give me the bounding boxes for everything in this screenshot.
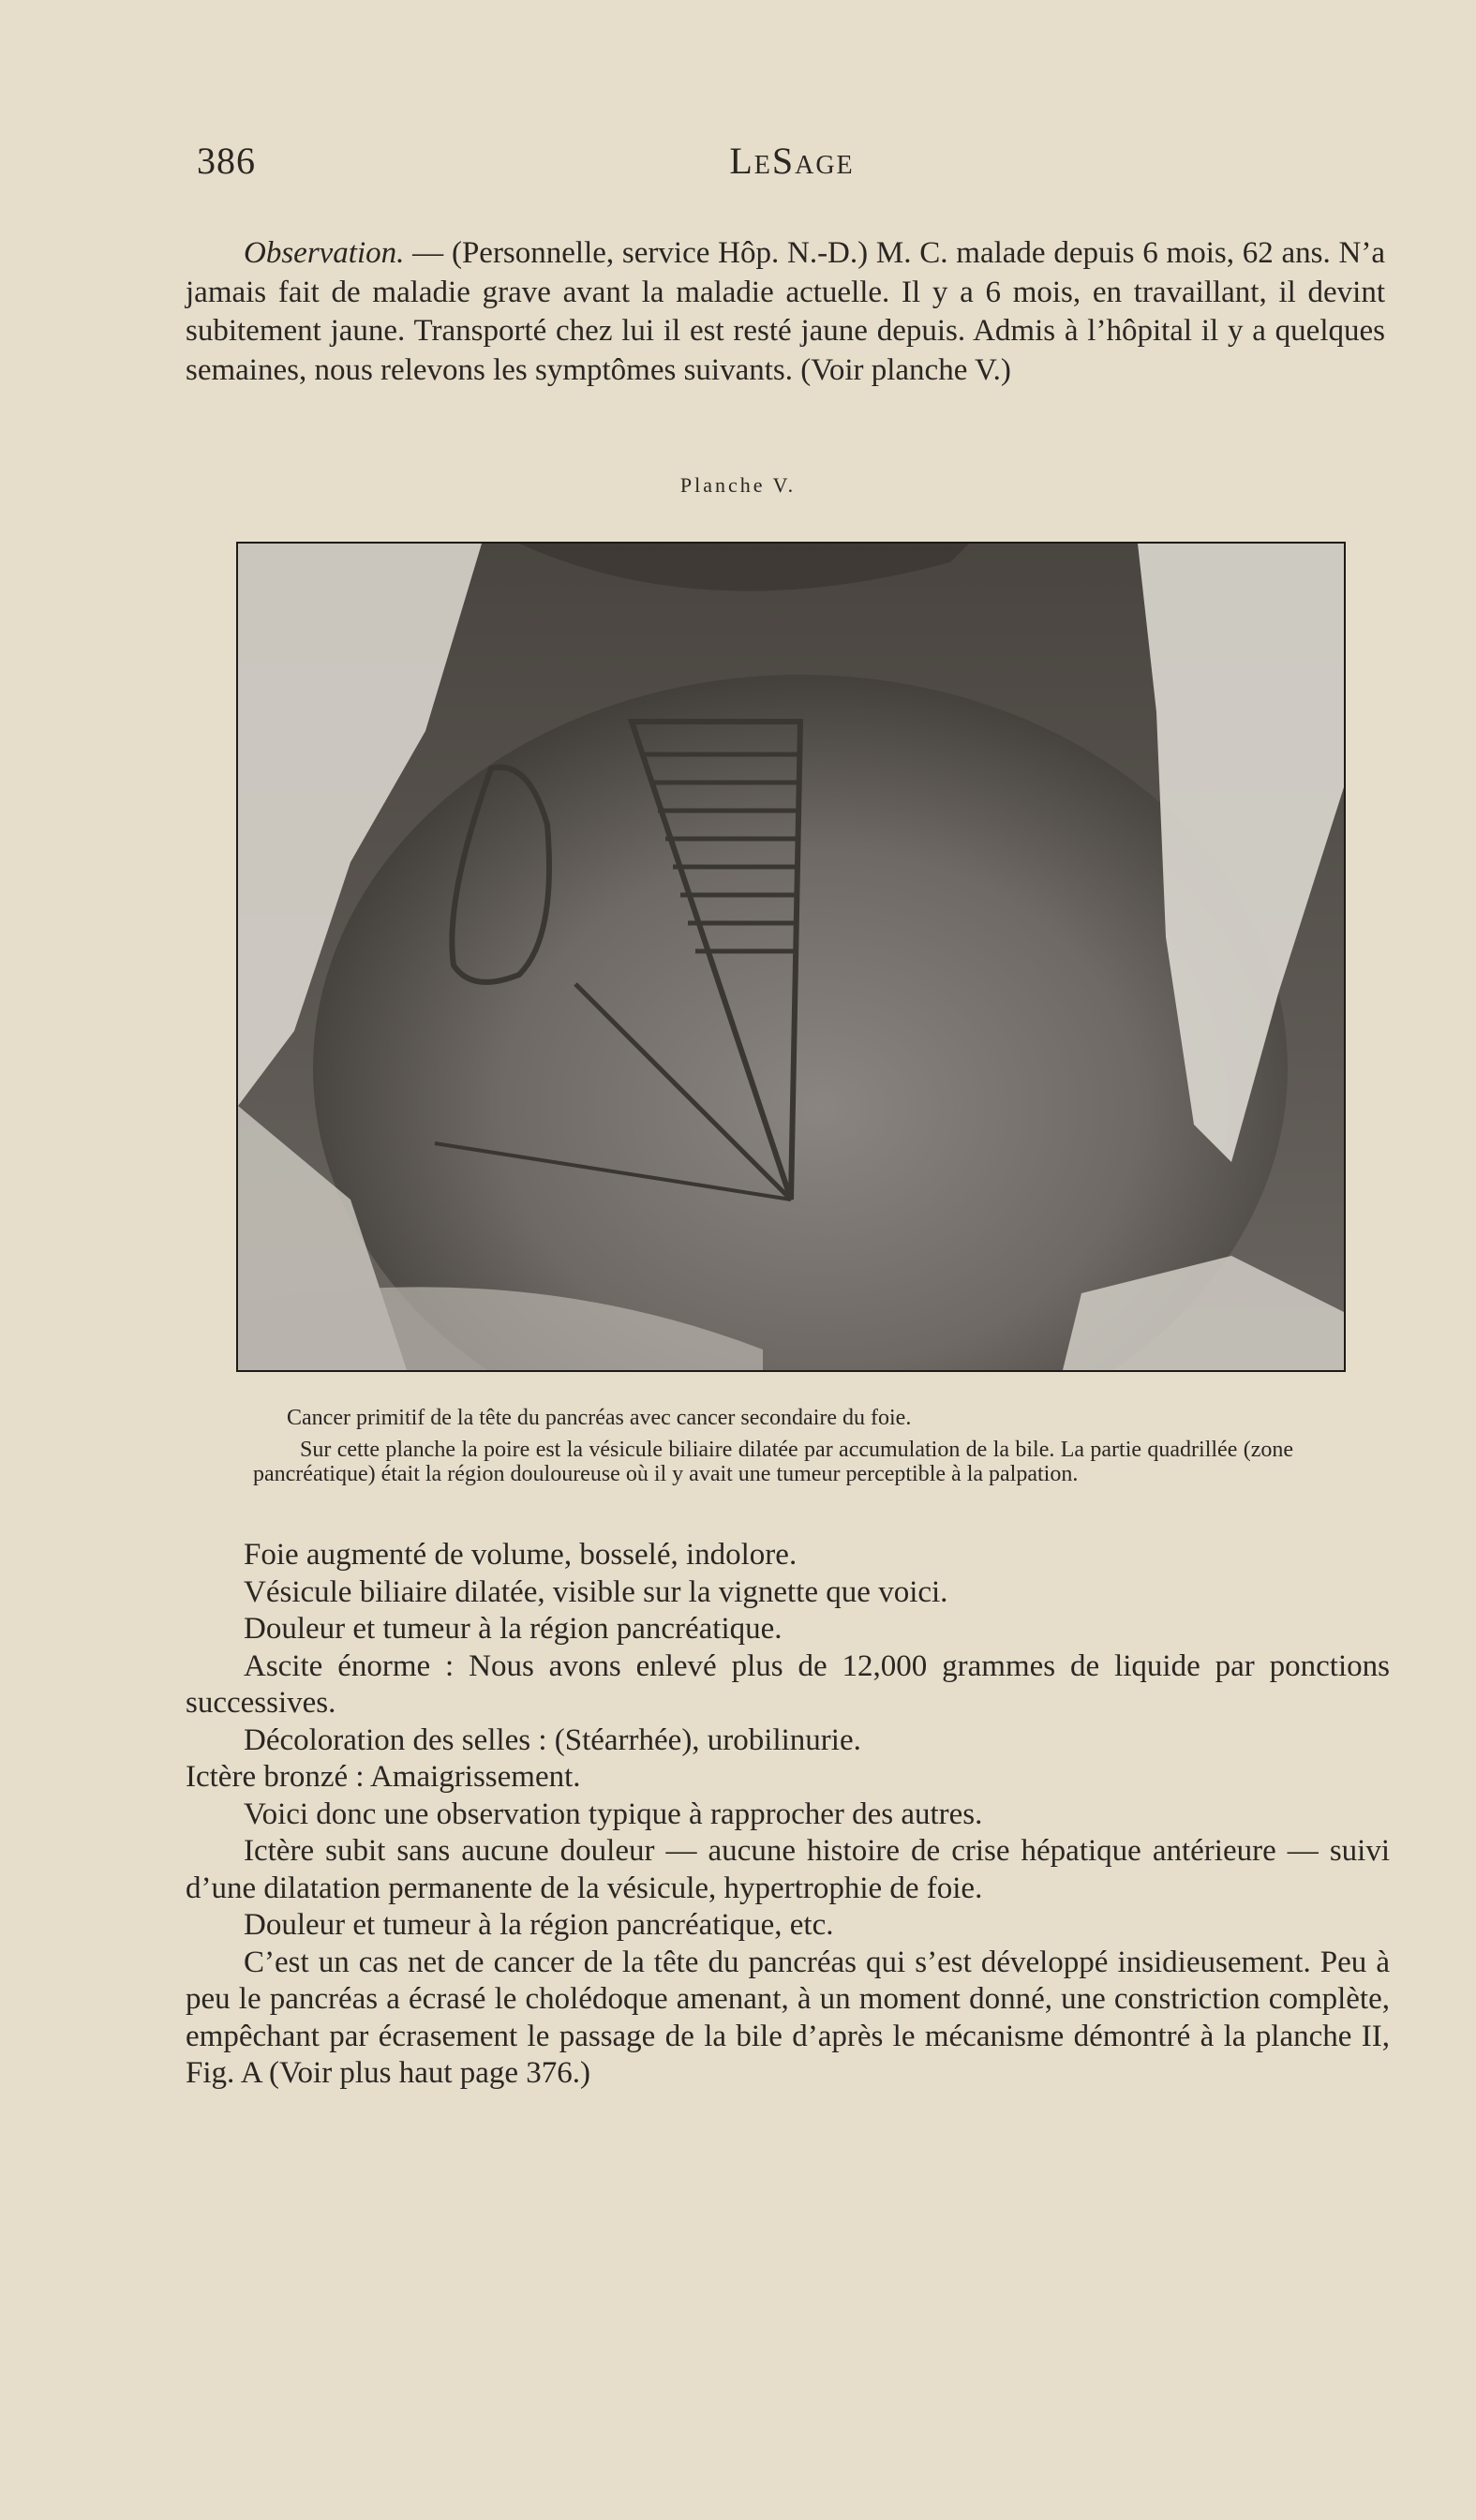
observation-text: — (Personnelle, service Hôp. N.-D.) M. C. malade depuis 6 mois, 62 ans. N’a jamais fait de maladie grave avant la maladie actuelle. Il y a 6 mois, en travaillant, il devint subitement jaune. Transporté chez lui il est resté jaune depuis. Admis à l’hôpital il y a quelques semaines, nous relevons les symptômes suivants. (Voir planche V.) xyxy=(186,236,1385,387)
observation-body xyxy=(186,1537,1390,2093)
plate-label: Planche V. xyxy=(679,473,797,497)
page-number: 386 xyxy=(197,140,256,182)
observation-paragraph xyxy=(186,234,1385,390)
plate-photograph xyxy=(236,542,1346,1372)
body-paragraph: Voici donc une observation typique à rapprocher des autres. xyxy=(244,1797,983,1831)
observation-lead: Observation. xyxy=(244,236,405,270)
abdomen-photo-illustration xyxy=(238,544,1344,1370)
running-head: LeSage xyxy=(729,140,855,182)
plate-caption-body xyxy=(253,1438,1293,1486)
body-paragraph: Ascite énorme : Nous avons enlevé plus de 12,000 grammes de liquide par ponctions successives. xyxy=(186,1648,1390,1720)
body-paragraph: Décoloration des selles : (Stéarrhée), urobilinurie. xyxy=(244,1722,861,1757)
plate-caption-text: Sur cette planche la poire est la vésicule biliaire dilatée par accumulation de la bile. La partie quadrillée (zone pancréatique) était la région douloureuse où il y avait une tumeur perceptible à la palpation. xyxy=(253,1438,1293,1486)
page-header xyxy=(197,139,1387,195)
body-paragraph: Foie augmenté de volume, bosselé, indolore. xyxy=(244,1538,798,1572)
plate-caption-title: Cancer primitif de la tête du pancréas avec cancer secondaire du foie. xyxy=(287,1406,912,1430)
body-paragraph: Douleur et tumeur à la région pancréatique, etc. xyxy=(244,1908,834,1942)
body-paragraph: Vésicule biliaire dilatée, visible sur la vignette que voici. xyxy=(244,1574,948,1609)
body-paragraph: C’est un cas net de cancer de la tête du pancréas qui s’est développé insidieusement. Peu à peu le pancréas a écrasé le cholédoque amenant, à un moment donné, une constriction complète, empêchant par écrasement le passage de la bile d’après le mécanisme démontré à la planche II, Fig. A (Voir plus haut page 376.) xyxy=(186,1945,1390,2090)
body-paragraph: Ictère subit sans aucune douleur — aucune histoire de crise hépatique antérieure — suivi d’une dilatation permanente de la vésicule, hypertrophie de foie. xyxy=(186,1834,1390,1905)
body-paragraph: Douleur et tumeur à la région pancréatique. xyxy=(244,1612,783,1646)
body-paragraph: Ictère bronzé : Amaigrissement. xyxy=(186,1760,581,1794)
